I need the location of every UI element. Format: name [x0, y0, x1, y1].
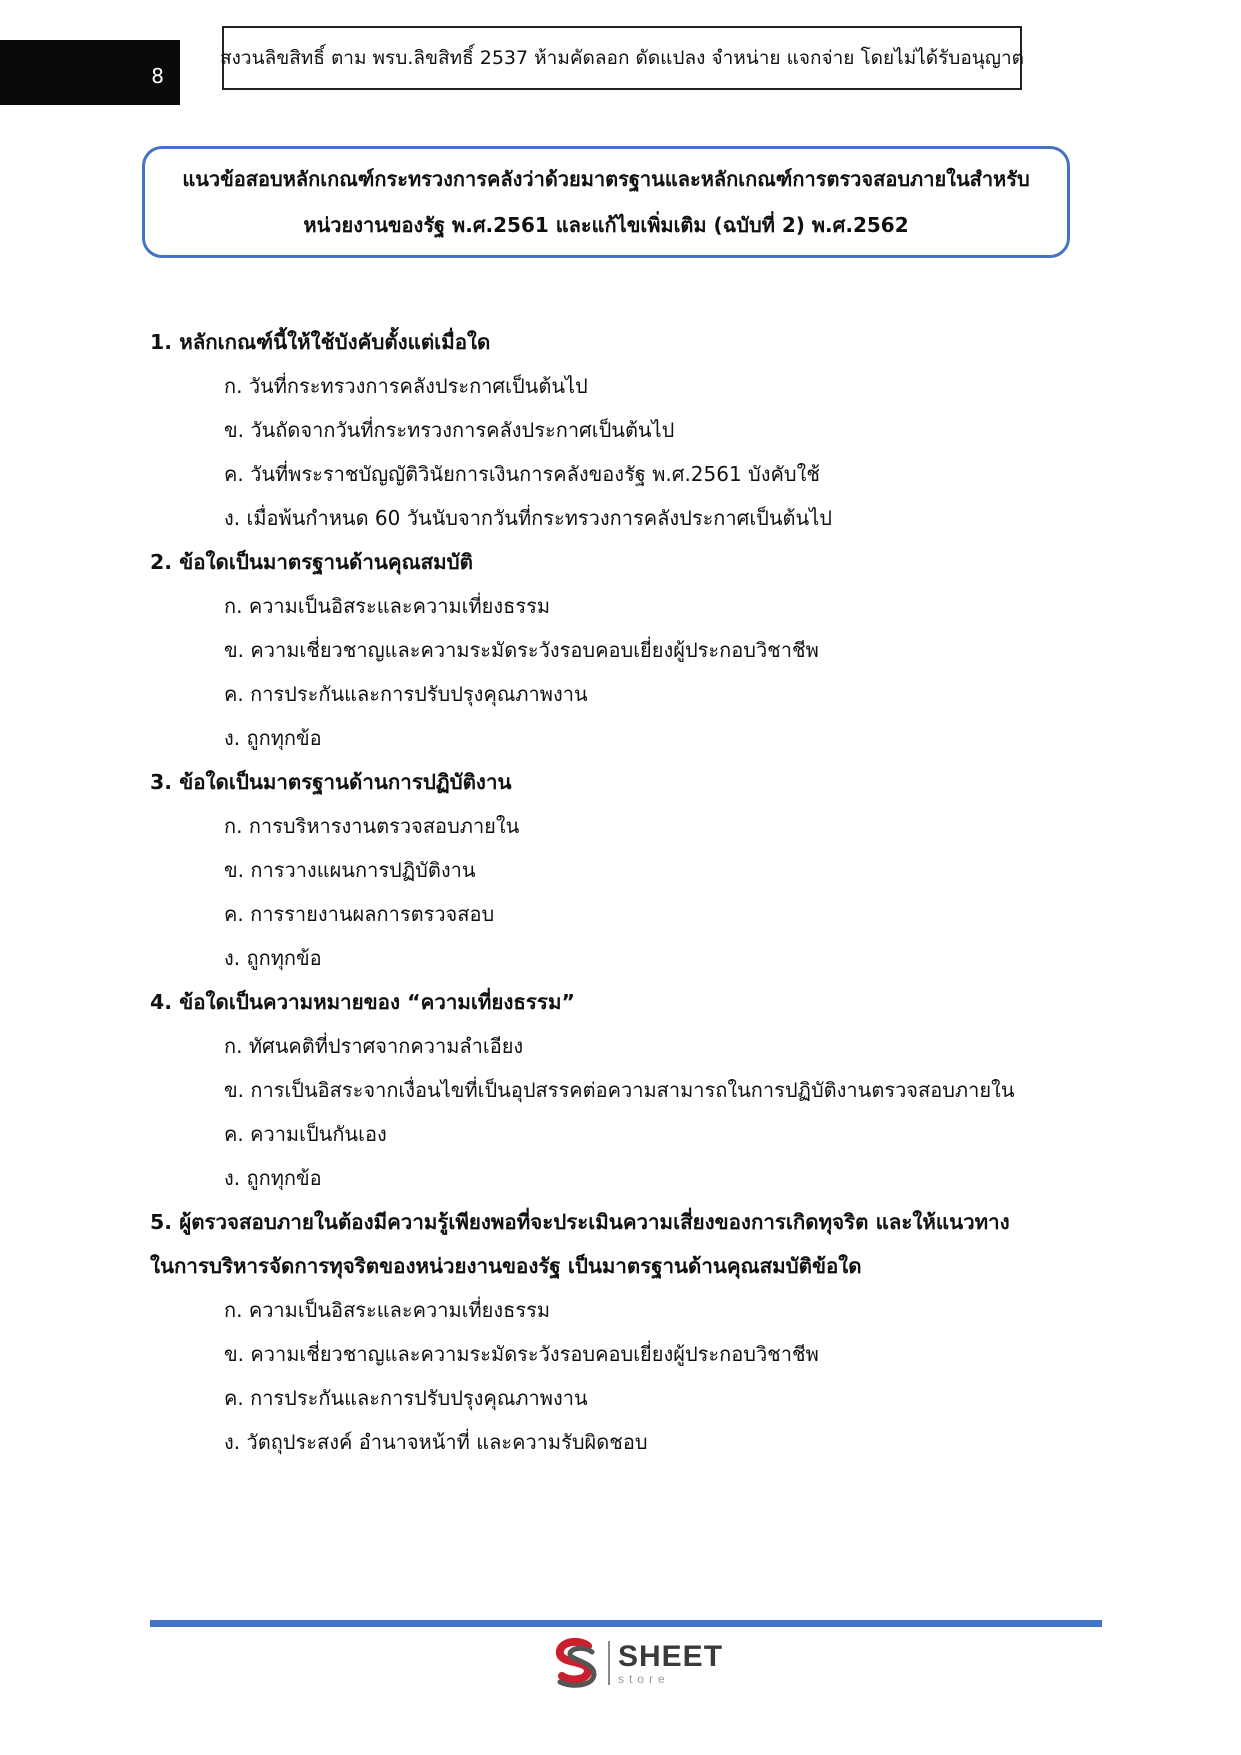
question-text: 2. ข้อใดเป็นมาตรฐานด้านคุณสมบัติ — [150, 550, 473, 574]
logo-text — [618, 1639, 724, 1686]
document-title-line-2: หน่วยงานของรัฐ พ.ศ.2561 และแก้ไขเพิ่มเติม (ฉบับที่ 2) พ.ศ.2562 — [303, 213, 909, 237]
answer-option: ก. ความเป็นอิสระและความเที่ยงธรรม — [224, 594, 551, 618]
logo-sub: store — [618, 1671, 670, 1686]
answer-option: ง. วัตถุประสงค์ อำนาจหน้าที่ และความรับผิดชอบ — [224, 1430, 648, 1454]
question-1 — [150, 320, 1110, 540]
answer-option: ง. ถูกทุกข้อ — [224, 726, 322, 750]
question-list — [150, 320, 1110, 1464]
answer-option: ง. ถูกทุกข้อ — [224, 1166, 322, 1190]
answer-option: ข. ความเชี่ยวชาญและความระมัดระวังรอบคอบเยี่ยงผู้ประกอบวิชาชีพ — [224, 1342, 819, 1366]
answer-option: ง. เมื่อพ้นกำหนด 60 วันนับจากวันที่กระทรวงการคลังประกาศเป็นต้นไป — [224, 506, 832, 530]
answer-option: ก. วันที่กระทรวงการคลังประกาศเป็นต้นไป — [224, 374, 588, 398]
question-text-line-1: 5. ผู้ตรวจสอบภายในต้องมีความรู้เพียงพอที่จะประเมินความเสี่ยงของการเกิดทุจริต และให้แนวทาง — [150, 1210, 1010, 1234]
question-text: 4. ข้อใดเป็นความหมายของ “ความเที่ยงธรรม” — [150, 990, 575, 1014]
logo-divider — [608, 1641, 610, 1685]
answer-option: ข. การเป็นอิสระจากเงื่อนไขที่เป็นอุปสรรคต่อความสามารถในการปฏิบัติงานตรวจสอบภายใน — [224, 1078, 1015, 1102]
question-text: 1. หลักเกณฑ์นี้ให้ใช้บังคับตั้งแต่เมื่อใด — [150, 330, 491, 354]
question-2 — [150, 540, 1110, 760]
question-5 — [150, 1200, 1110, 1464]
answer-option: ข. การวางแผนการปฏิบัติงาน — [224, 858, 476, 882]
document-title-line-1: แนวข้อสอบหลักเกณฑ์กระทรวงการคลังว่าด้วยมาตรฐานและหลักเกณฑ์การตรวจสอบภายในสำหรับ — [182, 167, 1030, 191]
answer-option: ก. ความเป็นอิสระและความเที่ยงธรรม — [224, 1298, 551, 1322]
document-title-box — [142, 146, 1070, 258]
answer-option: ง. ถูกทุกข้อ — [224, 946, 322, 970]
answer-option: ค. การประกันและการปรับปรุงคุณภาพงาน — [224, 682, 588, 706]
answer-option: ก. ทัศนคติที่ปราศจากความลำเอียง — [224, 1034, 524, 1058]
question-4 — [150, 980, 1110, 1200]
answer-option: ข. ความเชี่ยวชาญและความระมัดระวังรอบคอบเยี่ยงผู้ประกอบวิชาชีพ — [224, 638, 819, 662]
answer-option: ก. การบริหารงานตรวจสอบภายใน — [224, 814, 520, 838]
sheet-store-s-logo-icon — [548, 1636, 602, 1690]
copyright-notice: สงวนลิขสิทธิ์ ตาม พรบ.ลิขสิทธิ์ 2537 ห้ามคัดลอก ดัดแปลง จำหน่าย แจกจ่าย โดยไม่ได้รับอนุญาต — [220, 47, 1024, 69]
answer-option: ค. ความเป็นกันเอง — [224, 1122, 387, 1146]
logo-word: SHEET — [618, 1639, 724, 1673]
question-text-line-2: ในการบริหารจัดการทุจริตของหน่วยงานของรัฐ เป็นมาตรฐานด้านคุณสมบัติข้อใด — [150, 1254, 862, 1278]
footer-divider — [150, 1620, 1102, 1627]
answer-option: ค. การประกันและการปรับปรุงคุณภาพงาน — [224, 1386, 588, 1410]
page-number: 8 — [151, 64, 164, 88]
sheet-store-logo — [548, 1636, 723, 1690]
copyright-notice-box — [222, 26, 1022, 90]
question-3 — [150, 760, 1110, 980]
answer-option: ค. วันที่พระราชบัญญัติวินัยการเงินการคลังของรัฐ พ.ศ.2561 บังคับใช้ — [224, 462, 820, 486]
answer-option: ข. วันถัดจากวันที่กระทรวงการคลังประกาศเป็นต้นไป — [224, 418, 675, 442]
page-number-tab — [0, 40, 180, 105]
question-text: 3. ข้อใดเป็นมาตรฐานด้านการปฏิบัติงาน — [150, 770, 512, 794]
answer-option: ค. การรายงานผลการตรวจสอบ — [224, 902, 495, 926]
